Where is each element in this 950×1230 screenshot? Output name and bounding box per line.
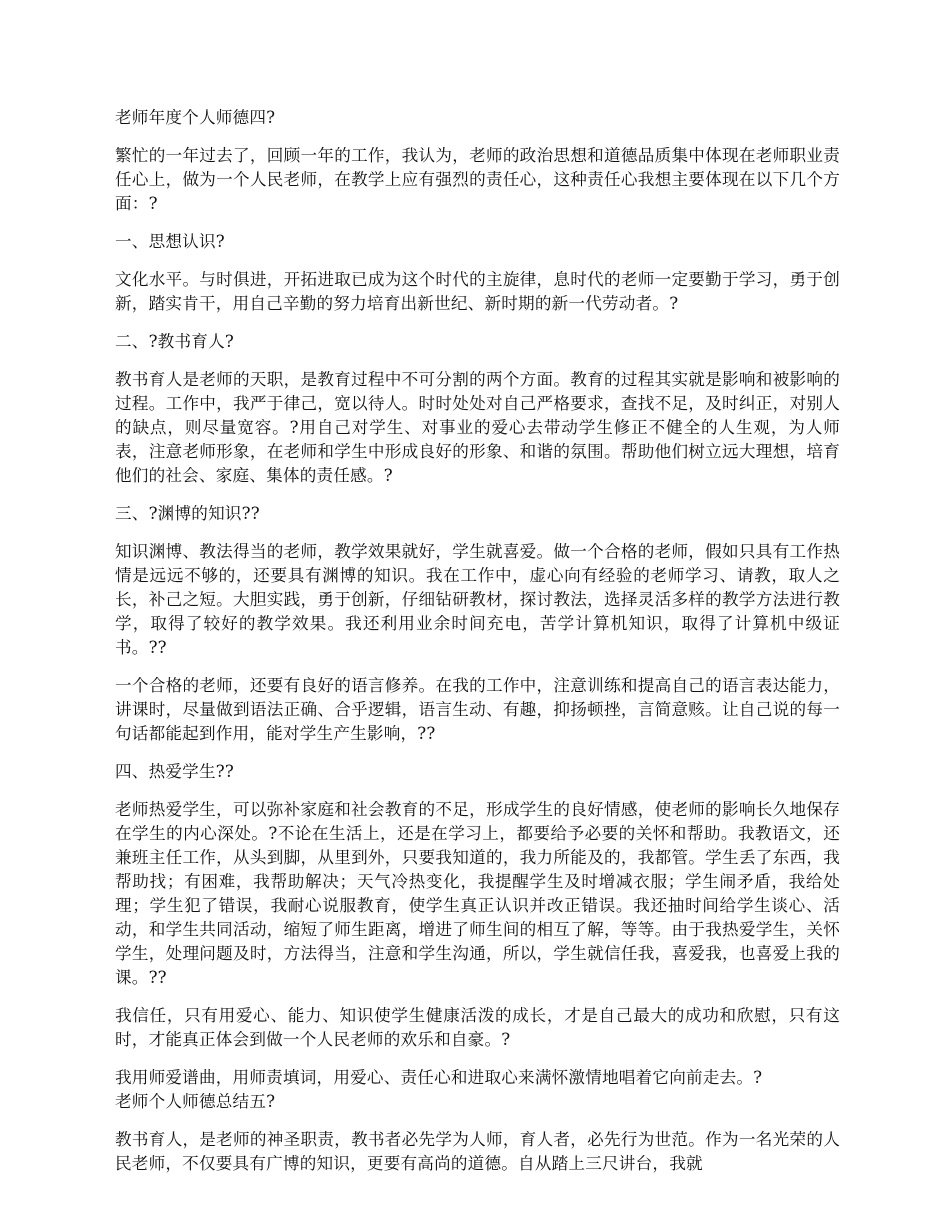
paragraph-intro: 繁忙的一年过去了，回顾一年的工作，我认为，老师的政治思想和道德品质集中体现在老师职业责任心上，做为一个人民老师，在教学上应有强烈的责任心，这种责任心我想主要体现在以下几个方面：? bbox=[115, 146, 840, 213]
paragraph-section-4: 老师热爱学生，可以弥补家庭和社会教育的不足，形成学生的良好情感，使老师的影响长久地保存在学生的内心深处。?不论在生活上，还是在学习上，都要给予必要的关怀和帮助。我教语文，还兼班主任工作，从头到脚，从里到外，只要我知道的，我力所能及的，我都管。学生丢了东西，我帮助找；有困难，我帮助解决；天气冷热变化，我提醒学生及时增减衣服；学生闹矛盾，我给处理；学生犯了错误，我耐心说服教育，使学生真正认识并改正错误。我还抽时间给学生谈心、活动，和学生共同活动，缩短了师生距离，增进了师生间的相互了解，等等。由于我热爱学生，关怀学生，处理问题及时，方法得当，注意和学生沟通，所以，学生就信任我，喜爱我，也喜爱上我的课。?? bbox=[115, 800, 840, 987]
paragraph-section-3a: 知识渊博、教法得当的老师，教学效果就好，学生就喜爱。做一个合格的老师，假如只具有工作热情是远远不够的，还要具有渊博的知识。我在工作中，虚心向有经验的老师学习、请教，取人之长，补己之短。大胆实践，勇于创新，仔细钻研教材，探讨教法，选择灵活多样的教学方法进行教学，取得了较好的教学效果。我还利用业余时间充电，苦学计算机知识，取得了计算机中级证书。?? bbox=[115, 542, 840, 657]
paragraph-section-3b: 一个合格的老师，还要有良好的语言修养。在我的工作中，注意训练和提高自己的语言表达能力，讲课时，尽量做到语法正确、合乎逻辑，语言生动、有趣，抑扬顿挫，言简意赅。让自己说的每一句话都能起到作用，能对学生产生影响，?? bbox=[115, 676, 840, 743]
document-page bbox=[115, 106, 840, 1190]
paragraph-section-1: 文化水平。与时俱进，开拓进取已成为这个时代的主旋律，息时代的老师一定要勤于学习，勇于创新，踏实肯干，用自己辛勤的努力培育出新世纪、新时期的新一代劳动者。? bbox=[115, 270, 840, 313]
paragraph-section-2: 教书育人是老师的天职，是教育过程中不可分割的两个方面。教育的过程其实就是影响和被影响的过程。工作中，我严于律己，宽以待人。时时处处对自己严格要求，查找不足，及时纠正，对别人的缺点，则尽量宽容。?用自己对学生、对事业的爱心去带动学生修正不健全的人生观，为人师表，注意老师形象，在老师和学生中形成良好的形象、和谐的氛围。帮助他们树立远大理想，培育他们的社会、家庭、集体的责任感。? bbox=[115, 370, 840, 485]
paragraph-next-intro: 教书育人，是老师的神圣职责，教书者必先学为人师，育人者，必先行为世范。作为一名光荣的人民老师，不仅要具有广博的知识，更要有高尚的道德。自从踏上三尺讲台，我就 bbox=[115, 1130, 840, 1173]
paragraph-belief: 我信任，只有用爱心、能力、知识使学生健康活泼的成长，才是自己最大的成功和欣慰，只有这时，才能真正体会到做一个人民老师的欢乐和自豪。? bbox=[115, 1006, 840, 1049]
section-heading-4: 四、热爱学生?? bbox=[115, 762, 234, 781]
paragraph-closing: 我用师爱谱曲，用师责填词，用爱心、责任心和进取心来满怀激情地唱着它向前走去。? bbox=[115, 1068, 763, 1087]
section-heading-2: 二、?教书育人? bbox=[115, 332, 234, 351]
document-title: 老师年度个人师德四? bbox=[115, 108, 276, 127]
section-heading-1: 一、思想认识? bbox=[115, 232, 225, 251]
next-document-title: 老师个人师德总结五? bbox=[115, 1092, 276, 1111]
section-heading-3: 三、?渊博的知识?? bbox=[115, 504, 260, 523]
